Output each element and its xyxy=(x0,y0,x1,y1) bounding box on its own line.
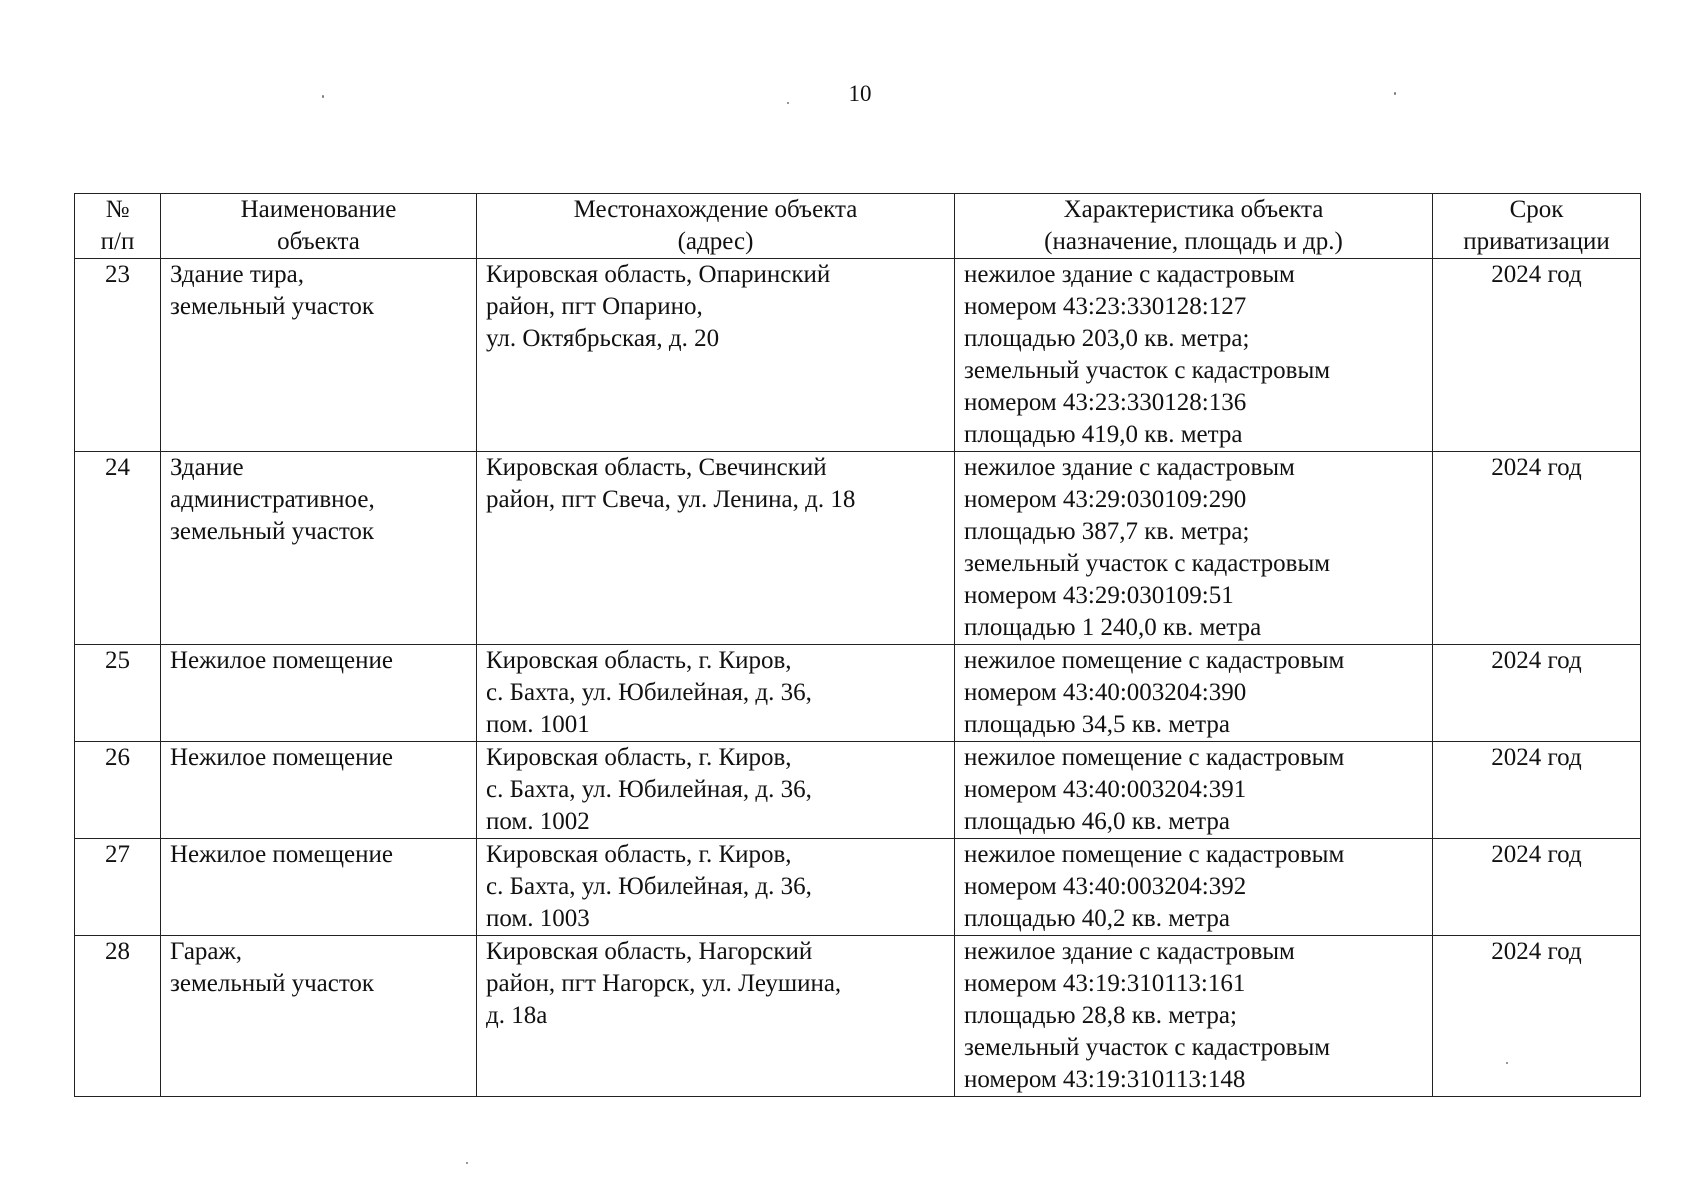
cell-name: Здание административное, земельный участок xyxy=(161,452,477,645)
cell-characteristic: нежилое помещение с кадастровым номером 43:40:003204:392 площадью 40,2 кв. метра xyxy=(955,839,1433,936)
cell-num: 23 xyxy=(75,259,161,452)
table-row xyxy=(75,839,1641,936)
cell-num: 28 xyxy=(75,936,161,1097)
cell-location: Кировская область, Свечинский район, пгт Свеча, ул. Ленина, д. 18 xyxy=(477,452,955,645)
cell-location: Кировская область, Нагорский район, пгт Нагорск, ул. Леушина, д. 18а xyxy=(477,936,955,1097)
cell-num: 25 xyxy=(75,645,161,742)
cell-num: 27 xyxy=(75,839,161,936)
scan-speck xyxy=(787,102,789,104)
page-number: 10 xyxy=(848,81,872,106)
privatization-table xyxy=(74,193,1641,1097)
header-characteristic: Характеристика объекта (назначение, площадь и др.) xyxy=(955,194,1433,259)
cell-term: 2024 год xyxy=(1433,645,1641,742)
header-location: Местонахождение объекта (адрес) xyxy=(477,194,955,259)
cell-name: Нежилое помещение xyxy=(161,645,477,742)
cell-term: 2024 год xyxy=(1433,839,1641,936)
table-row xyxy=(75,259,1641,452)
cell-location: Кировская область, Опаринский район, пгт Опарино, ул. Октябрьская, д. 20 xyxy=(477,259,955,452)
header-num: № п/п xyxy=(75,194,161,259)
cell-term: 2024 год xyxy=(1433,452,1641,645)
table-row xyxy=(75,936,1641,1097)
cell-characteristic: нежилое здание с кадастровым номером 43:29:030109:290 площадью 387,7 кв. метра; земельный участок с кадастровым номером 43:29:030109:51 площадью 1 240,0 кв. метра xyxy=(955,452,1433,645)
cell-term: 2024 год xyxy=(1433,259,1641,452)
cell-location: Кировская область, г. Киров, с. Бахта, ул. Юбилейная, д. 36, пом. 1002 xyxy=(477,742,955,839)
cell-name: Нежилое помещение xyxy=(161,839,477,936)
table-header-row xyxy=(75,194,1641,259)
cell-characteristic: нежилое помещение с кадастровым номером 43:40:003204:391 площадью 46,0 кв. метра xyxy=(955,742,1433,839)
scan-speck xyxy=(466,1162,468,1164)
cell-location: Кировская область, г. Киров, с. Бахта, ул. Юбилейная, д. 36, пом. 1001 xyxy=(477,645,955,742)
scan-speck xyxy=(1394,92,1396,95)
cell-name: Здание тира, земельный участок xyxy=(161,259,477,452)
header-term: Срок приватизации xyxy=(1433,194,1641,259)
scan-speck xyxy=(1506,1062,1508,1064)
cell-characteristic: нежилое помещение с кадастровым номером 43:40:003204:390 площадью 34,5 кв. метра xyxy=(955,645,1433,742)
cell-characteristic: нежилое здание с кадастровым номером 43:23:330128:127 площадью 203,0 кв. метра; земельный участок с кадастровым номером 43:23:330128:136 площадью 419,0 кв. метра xyxy=(955,259,1433,452)
cell-location: Кировская область, г. Киров, с. Бахта, ул. Юбилейная, д. 36, пом. 1003 xyxy=(477,839,955,936)
cell-term: 2024 год xyxy=(1433,936,1641,1097)
cell-num: 26 xyxy=(75,742,161,839)
scan-speck xyxy=(322,95,324,98)
table-row xyxy=(75,645,1641,742)
header-name: Наименование объекта xyxy=(161,194,477,259)
table-row xyxy=(75,742,1641,839)
cell-name: Гараж, земельный участок xyxy=(161,936,477,1097)
cell-num: 24 xyxy=(75,452,161,645)
cell-term: 2024 год xyxy=(1433,742,1641,839)
cell-characteristic: нежилое здание с кадастровым номером 43:19:310113:161 площадью 28,8 кв. метра; земельный участок с кадастровым номером 43:19:310113:148 xyxy=(955,936,1433,1097)
table-row xyxy=(75,452,1641,645)
cell-name: Нежилое помещение xyxy=(161,742,477,839)
